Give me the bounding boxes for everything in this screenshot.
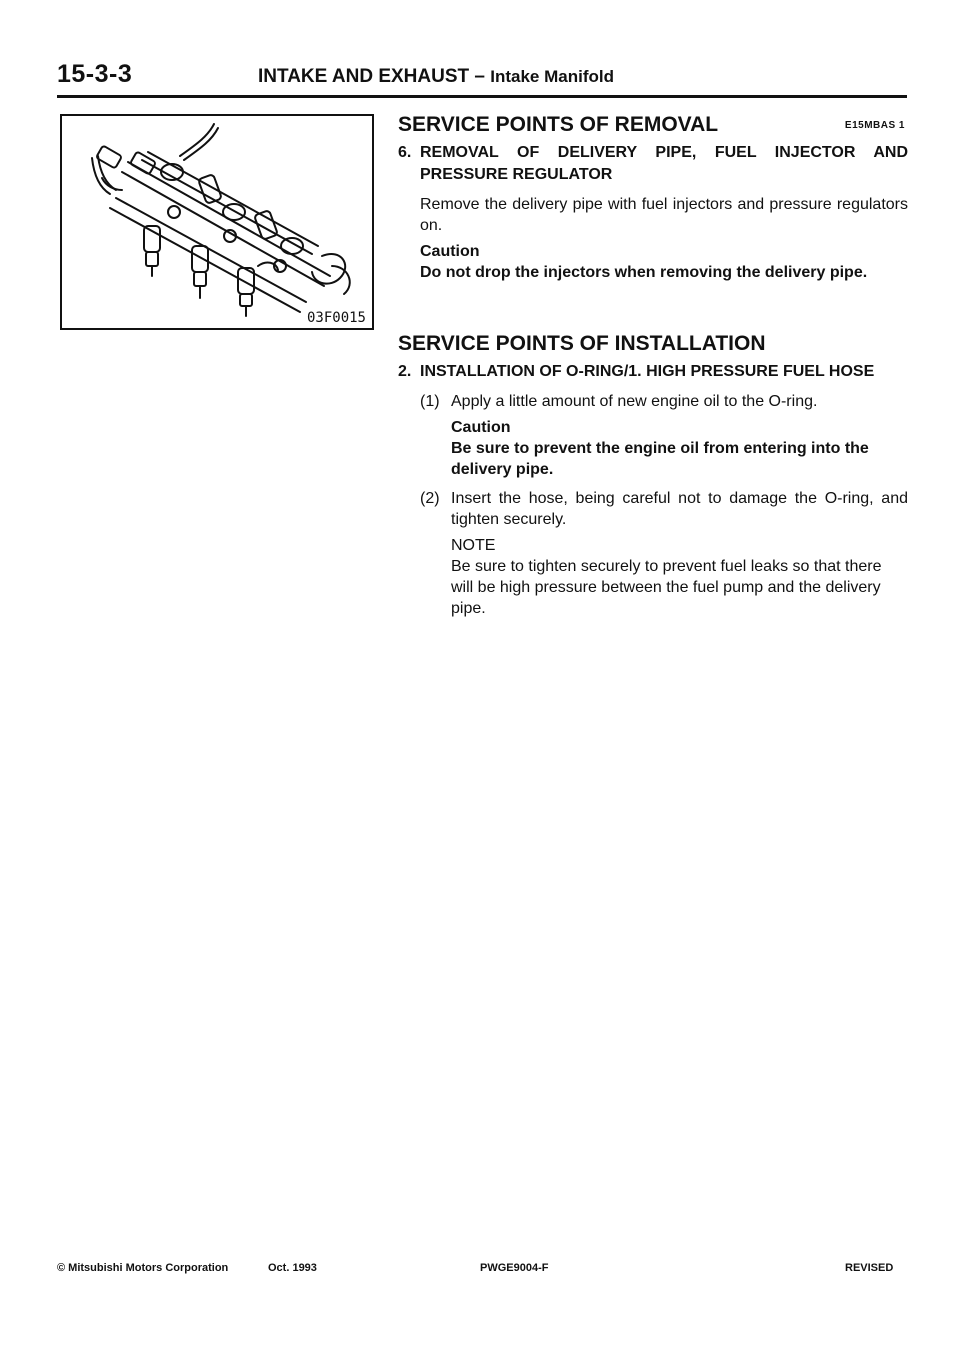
removal-item <box>398 142 908 186</box>
removal-item-title: REMOVAL OF DELIVERY PIPE, FUEL INJECTOR AND PRESSURE REGULATOR <box>420 144 908 184</box>
step-1-text: Apply a little amount of new engine oil to the O-ring. <box>451 393 818 411</box>
removal-caution-label: Caution <box>420 243 480 261</box>
footer-copyright: © Mitsubishi Motors Corporation <box>57 1262 229 1274</box>
page-title-sub: Intake Manifold <box>490 67 614 86</box>
installation-item-number: 2. <box>398 363 412 381</box>
fuel-rail-drawing <box>62 116 372 328</box>
service-content <box>398 112 908 619</box>
installation-section-title: SERVICE POINTS OF INSTALLATION <box>398 332 766 356</box>
step-1-number: (1) <box>420 393 440 411</box>
removal-section-title <box>398 112 908 137</box>
installation-caution-label: Caution <box>451 419 511 437</box>
step-2-number: (2) <box>420 490 440 508</box>
page-header <box>57 60 907 94</box>
installation-step-1 <box>420 391 908 412</box>
removal-section-title-text: SERVICE POINTS OF REMOVAL <box>398 113 719 136</box>
installation-step-2 <box>420 488 908 530</box>
installation-note-label: NOTE <box>451 537 496 555</box>
page-title-main: INTAKE AND EXHAUST – <box>258 66 491 87</box>
installation-note-text: Be sure to tighten securely to prevent fuel leaks so that there will be high pressure between the fuel pump and the delivery pipe. <box>451 558 882 618</box>
removal-caution-text: Do not drop the injectors when removing the delivery pipe. <box>420 264 868 282</box>
removal-section-code: E15MBAS 1 <box>844 120 905 131</box>
footer-doc-code: PWGE9004-F <box>480 1262 549 1274</box>
removal-item-number: 6. <box>398 144 412 162</box>
footer-status: REVISED <box>845 1262 894 1274</box>
page-title <box>258 66 614 88</box>
step-2-text: Insert the hose, being careful not to damage the O-ring, and tighten securely. <box>451 490 908 529</box>
removal-instruction: Remove the delivery pipe with fuel injectors and pressure regulators on. <box>420 196 908 235</box>
footer-date: Oct. 1993 <box>268 1262 317 1274</box>
page-number: 15-3-3 <box>57 60 133 88</box>
installation-item-title: INSTALLATION OF O-RING/1. HIGH PRESSURE FUEL HOSE <box>420 363 875 381</box>
installation-caution-text: Be sure to prevent the engine oil from entering into the delivery pipe. <box>451 440 869 479</box>
installation-item <box>398 361 908 383</box>
figure-code: 03F0015 <box>306 310 366 326</box>
header-rule <box>57 95 907 98</box>
delivery-pipe-illustration <box>60 114 374 330</box>
